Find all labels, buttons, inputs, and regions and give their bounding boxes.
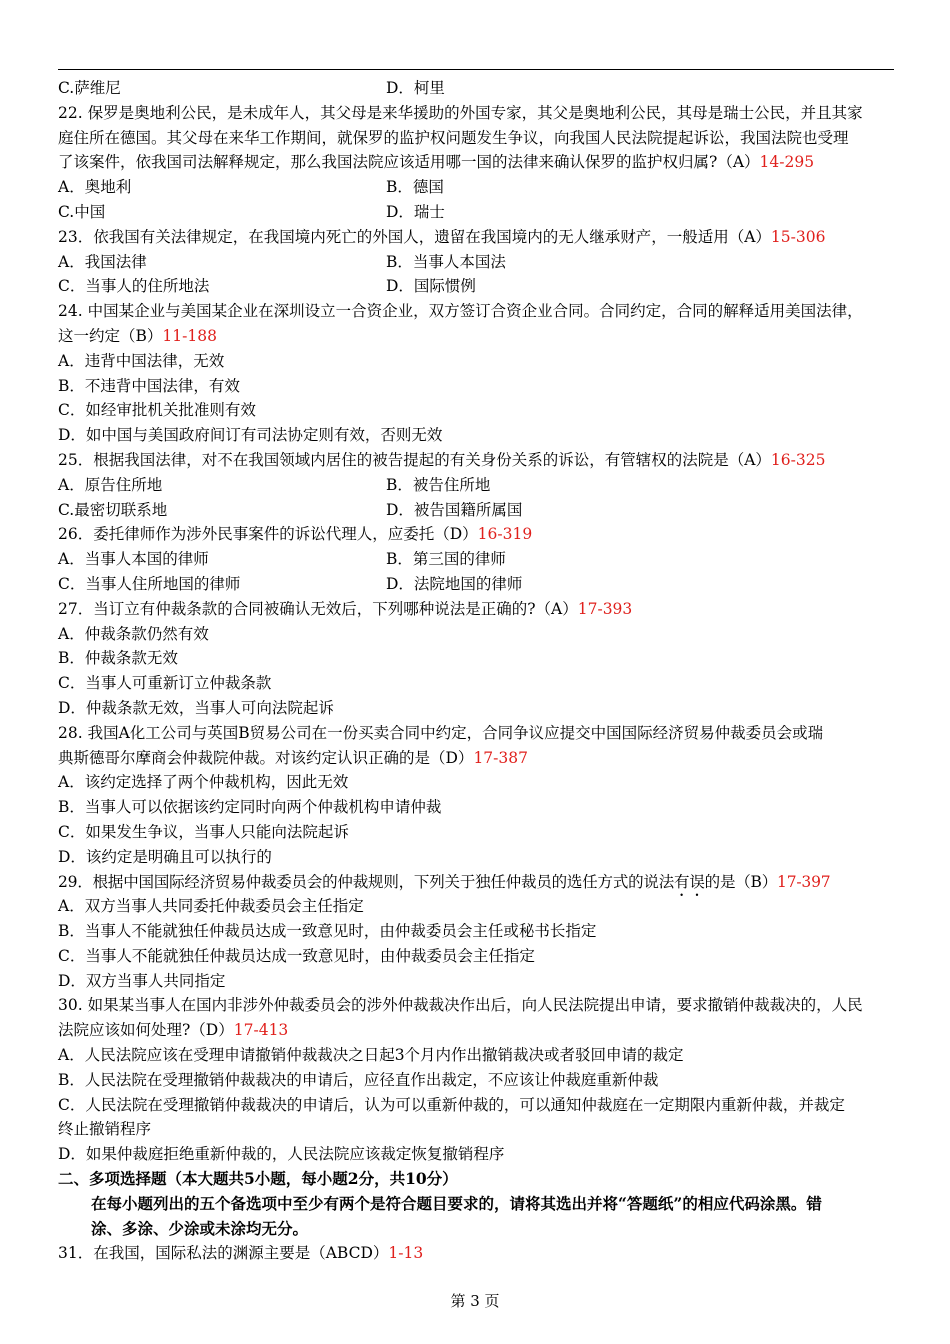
line-text: B．不违背中国法律，有效 xyxy=(58,376,240,395)
text-line xyxy=(58,398,898,423)
option-right: B．第三国的律师 xyxy=(386,550,506,569)
option-row xyxy=(58,547,898,572)
line-text: C．如果发生争议，当事人只能向法院起诉 xyxy=(58,822,349,841)
text-line xyxy=(58,1068,898,1093)
option-right: D．瑞士 xyxy=(386,202,445,221)
line-text: 终止撤销程序 xyxy=(58,1120,152,1139)
reference-code: 15-306 xyxy=(770,227,826,246)
line-text: 典斯德哥尔摩商会仲裁院仲裁。对该约定认识正确的是（D） xyxy=(58,748,474,767)
option-left: C.最密切联系地 xyxy=(58,500,168,519)
text-line xyxy=(58,324,898,349)
text-line xyxy=(58,696,898,721)
line-text: A．人民法院应该在受理申请撤销仲裁裁决之日起3个月内作出撤销裁决或者驳回申请的裁定 xyxy=(58,1046,684,1065)
option-row xyxy=(58,175,898,200)
reference-code: 17-393 xyxy=(577,599,633,618)
option-right: B．当事人本国法 xyxy=(386,252,506,271)
header-rule xyxy=(58,69,894,70)
reference-code: 16-325 xyxy=(770,450,826,469)
line-text: B．人民法院在受理撤销仲裁裁决的申请后，应径直作出裁定，不应该让仲裁庭重新仲裁 xyxy=(58,1070,659,1089)
option-left: A．我国法律 xyxy=(58,252,147,271)
line-text: 26．委托律师作为涉外民事案件的诉讼代理人，应委托（D） xyxy=(58,525,478,544)
option-right: B．被告住所地 xyxy=(386,475,491,494)
line-text: B．当事人不能就独任仲裁员达成一致意见时，由仲裁委员会主任或秘书长指定 xyxy=(58,922,597,941)
line-text: A．该约定选择了两个仲裁机构，因此无效 xyxy=(58,773,349,792)
text-line xyxy=(58,919,898,944)
option-row xyxy=(58,572,898,597)
text-line xyxy=(58,597,898,622)
section-instruction xyxy=(58,1192,898,1217)
text-line xyxy=(58,448,898,473)
text-line xyxy=(58,126,898,151)
text-line xyxy=(58,349,898,374)
option-row xyxy=(58,200,898,225)
section-heading xyxy=(58,1167,898,1192)
text-line xyxy=(58,845,898,870)
option-right: D．国际惯例 xyxy=(386,277,476,296)
text-line xyxy=(58,721,898,746)
reference-code: 16-319 xyxy=(477,525,533,544)
text-line xyxy=(58,1117,898,1142)
text-line xyxy=(58,150,898,175)
question-text: 29．根据中国国际经济贸易仲裁委员会的仲裁规则，下列关于独任仲裁员的选任方式的说法 xyxy=(58,872,675,891)
exam-page-content xyxy=(58,76,898,1266)
option-row xyxy=(58,473,898,498)
line-text: D．该约定是明确且可以执行的 xyxy=(58,847,272,866)
reference-code: 11-188 xyxy=(162,326,217,345)
text-line xyxy=(58,646,898,671)
option-row xyxy=(58,250,898,275)
line-text: A．违背中国法律，无效 xyxy=(58,351,225,370)
option-row xyxy=(58,274,898,299)
option-left: C.萨维尼 xyxy=(58,79,121,97)
text-line xyxy=(58,820,898,845)
option-left: A．原告住所地 xyxy=(58,475,163,494)
line-text: 了该案件，依我国司法解释规定，那么我国法院应该适用哪一国的法律来确认保罗的监护权归属?（A） xyxy=(58,153,760,172)
line-text: 这一约定（B） xyxy=(58,326,163,345)
line-text: A．仲裁条款仍然有效 xyxy=(58,624,209,643)
reference-code: 14-295 xyxy=(759,153,815,172)
line-text: D．双方当事人共同指定 xyxy=(58,971,226,990)
text-line xyxy=(58,894,898,919)
question-text: 的是（B） xyxy=(704,872,778,891)
option-right: D．被告国籍所属国 xyxy=(386,500,523,519)
line-text: 27．当订立有仲裁条款的合同被确认无效后，下列哪种说法是正确的?（A） xyxy=(58,599,578,618)
option-right: B．德国 xyxy=(386,178,444,197)
text-line xyxy=(58,622,898,647)
line-text: D．如中国与美国政府间订有司法协定则有效，否则无效 xyxy=(58,426,443,445)
text-line xyxy=(58,944,898,969)
line-text: 28. 我国A化工公司与英国B贸易公司在一份买卖合同中约定，合同争议应提交中国国际经济贸易仲裁委员会或瑞 xyxy=(58,723,824,742)
option-right: D．法院地国的律师 xyxy=(386,574,523,593)
line-text: 法院应该如何处理?（D） xyxy=(58,1021,234,1040)
line-text: 涂、多涂、少涂或未涂均无分。 xyxy=(91,1218,309,1238)
text-line xyxy=(58,1093,898,1118)
reference-code: 17-387 xyxy=(473,748,528,767)
text-line xyxy=(58,993,898,1018)
option-left: C．当事人住所地国的律师 xyxy=(58,574,241,593)
page-number: 第 3 页 xyxy=(450,1292,500,1310)
text-line xyxy=(58,225,898,250)
line-text: 24. 中国某企业与美国某企业在深圳设立一合资企业，双方签订合资企业合同。合同约定，合同的解释适用美国法律， xyxy=(58,302,863,321)
line-text: 在每小题列出的五个备选项中至少有两个是符合题目要求的，请将其选出并将“答题纸”的相应代码涂黑。错 xyxy=(91,1193,822,1213)
line-text: C．当事人可重新订立仲裁条款 xyxy=(58,674,272,693)
emphasis-text: 有误 xyxy=(674,872,705,891)
line-text: C．如经审批机关批准则有效 xyxy=(58,401,256,420)
section-instruction xyxy=(58,1217,898,1242)
option-left: A．当事人本国的律师 xyxy=(58,550,209,569)
line-text: 庭住所在德国。其父母在来华工作期间，就保罗的监护权问题发生争议，向我国人民法院提起诉讼，我国法院也受理 xyxy=(58,128,849,147)
reference-code: 17-413 xyxy=(233,1021,289,1040)
line-text: D．仲裁条款无效，当事人可向法院起诉 xyxy=(58,698,334,717)
line-text: A．双方当事人共同委托仲裁委员会主任指定 xyxy=(58,897,364,916)
line-text: 25．根据我国法律，对不在我国领域内居住的被告提起的有关身份关系的诉讼，有管辖权的法院是（A） xyxy=(58,450,771,469)
text-line xyxy=(58,299,898,324)
option-left: A．奥地利 xyxy=(58,178,132,197)
text-line xyxy=(58,522,898,547)
option-left: C.中国 xyxy=(58,202,106,221)
text-line xyxy=(58,746,898,771)
option-right: D．柯里 xyxy=(386,79,445,97)
text-line xyxy=(58,374,898,399)
line-text: 23．依我国有关法律规定，在我国境内死亡的外国人，遗留在我国境内的无人继承财产，一般适用（A） xyxy=(58,227,771,246)
reference-code: 17-397 xyxy=(777,872,831,891)
line-text: D．如果仲裁庭拒绝重新仲裁的，人民法院应该裁定恢复撤销程序 xyxy=(58,1145,505,1164)
text-line xyxy=(58,770,898,795)
question-line xyxy=(58,870,898,895)
reference-code: 1-13 xyxy=(388,1244,424,1263)
option-row xyxy=(58,498,898,523)
line-text: B．当事人可以依据该约定同时向两个仲裁机构申请仲裁 xyxy=(58,798,442,817)
line-text: C．当事人不能就独任仲裁员达成一致意见时，由仲裁委员会主任指定 xyxy=(58,946,535,965)
text-line xyxy=(58,969,898,994)
line-text: 二、多项选择题（本大题共5小题，每小题2分，共10分） xyxy=(58,1169,458,1189)
option-left: C．当事人的住所地法 xyxy=(58,277,210,296)
text-line xyxy=(58,101,898,126)
text-line xyxy=(58,1043,898,1068)
text-line xyxy=(58,423,898,448)
line-text: 30. 如果某当事人在国内非涉外仲裁委员会的涉外仲裁裁决作出后，向人民法院提出申请，要求撤销仲裁裁决的，人民 xyxy=(58,996,863,1015)
text-line xyxy=(58,795,898,820)
line-text: 31．在我国，国际私法的渊源主要是（ABCD） xyxy=(58,1244,389,1263)
text-line xyxy=(58,1241,898,1266)
line-text: C．人民法院在受理撤销仲裁裁决的申请后，认为可以重新仲裁的，可以通知仲裁庭在一定期限内重新仲裁，并裁定 xyxy=(58,1095,845,1114)
line-text: 22. 保罗是奥地利公民，是未成年人，其父母是来华援助的外国专家，其父是奥地利公民，其母是瑞士公民，并且其家 xyxy=(58,103,863,122)
line-text: B．仲裁条款无效 xyxy=(58,649,178,668)
text-line xyxy=(58,1142,898,1167)
text-line xyxy=(58,1018,898,1043)
text-line xyxy=(58,671,898,696)
option-row xyxy=(58,76,898,101)
